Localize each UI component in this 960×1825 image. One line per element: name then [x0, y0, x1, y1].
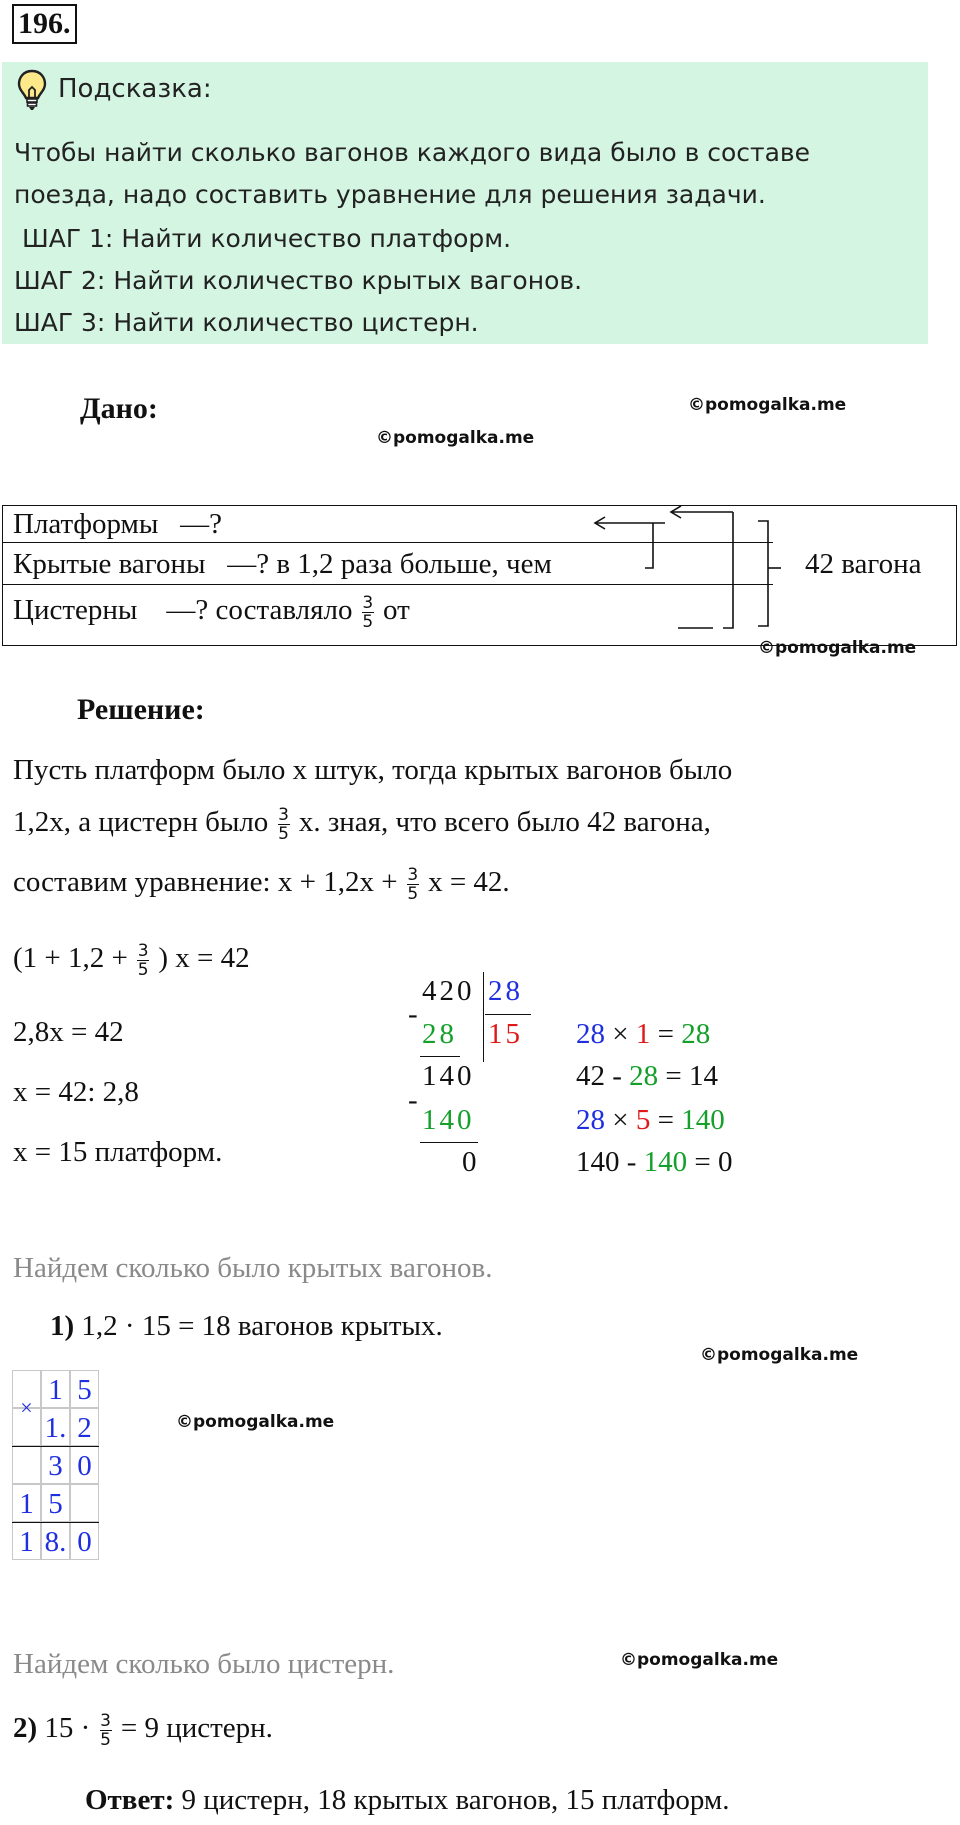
- row-value: —?: [180, 508, 223, 540]
- step-text: Найти количество цистерн.: [113, 308, 479, 337]
- division-divisor: 28: [488, 975, 523, 1007]
- watermark: ©pomogalka.me: [376, 428, 535, 448]
- row-name: Крытые вагоны: [13, 548, 206, 580]
- grid-cell: 5: [70, 1370, 99, 1408]
- row-name: Платформы: [13, 508, 159, 540]
- watermark: ©pomogalka.me: [620, 1650, 779, 1670]
- hint-step-2: [14, 266, 582, 295]
- fraction: $\frac{3}{5}$: [278, 805, 289, 844]
- hint-step-3: [14, 308, 479, 337]
- given-table: [2, 505, 957, 646]
- fraction: $\frac{3}{5}$: [407, 865, 419, 904]
- grid-cell: 1: [41, 1370, 70, 1408]
- grid-cell: 8.: [41, 1522, 70, 1560]
- step-label: ШАГ 3:: [14, 308, 106, 337]
- given-total: 42 вагона: [805, 548, 922, 580]
- grid-cell: [12, 1446, 41, 1484]
- row-value: —? составляло: [166, 594, 353, 627]
- step1-expression: [50, 1310, 443, 1343]
- watermark: ©pomogalka.me: [700, 1345, 859, 1365]
- fraction: $\frac{3}{5}$: [362, 593, 374, 632]
- fraction: $\frac{3}{5}$: [100, 1711, 111, 1750]
- multiply-sign: ×: [20, 1395, 33, 1420]
- given-row-platforms: [13, 508, 222, 541]
- hint-line-2: поезда, надо составить уравнение для решения задачи.: [14, 180, 766, 209]
- grid-cell: 1: [12, 1484, 41, 1522]
- division-dividend: 420: [422, 975, 475, 1007]
- minus-sign: -: [408, 998, 418, 1030]
- grid-cell: 1.: [41, 1408, 70, 1446]
- task-number: 196.: [12, 4, 77, 44]
- solution-title: Решение:: [77, 693, 205, 726]
- grid-cell: 0: [70, 1522, 99, 1560]
- equation-4: x = 15 платформ.: [13, 1136, 223, 1168]
- division-note: 28 × 5 = 140: [576, 1104, 725, 1136]
- division-line: [420, 1056, 460, 1057]
- solution-intro-2: 1,2х, а цистерн было $\frac{3}{5}$ х. зная, что всего было 42 вагона,: [13, 805, 711, 844]
- given-row-tanks: [13, 594, 410, 631]
- watermark: ©pomogalka.me: [176, 1412, 335, 1432]
- equation-1: (1 + 1,2 + $\frac{3}{5}$ ) x = 42: [13, 941, 250, 980]
- division-quotient: 15: [488, 1018, 523, 1050]
- multiplication-grid: [12, 1370, 102, 1580]
- step-text: Найти количество платформ.: [121, 224, 512, 253]
- row-value: —? в 1,2 раза больше, чем: [227, 548, 552, 580]
- given-row-covered: [13, 548, 552, 581]
- division-line: [420, 1142, 478, 1143]
- hint-line-1: Чтобы найти сколько вагонов каждого вида было в составе: [14, 138, 811, 167]
- watermark: ©pomogalka.me: [758, 638, 917, 658]
- grid-rule: [41, 1446, 99, 1447]
- equation-2: 2,8x = 42: [13, 1016, 124, 1048]
- watermark: ©pomogalka.me: [688, 395, 847, 415]
- division-sub-1: 28: [422, 1018, 457, 1050]
- equation-3: x = 42: 2,8: [13, 1076, 139, 1108]
- solution-intro-3: составим уравнение: x + 1,2x + $\frac{3}{5}$ x = 42.: [13, 865, 510, 904]
- given-title: Дано:: [80, 392, 158, 425]
- solution-intro-1: Пусть платформ было х штук, тогда крытых вагонов было: [13, 754, 733, 786]
- grid-rule: [12, 1446, 41, 1447]
- grid-cell: 5: [41, 1484, 70, 1522]
- answer-label: Ответ:: [85, 1784, 175, 1816]
- row-suffix: от: [382, 594, 410, 627]
- step1-heading: Найдем сколько было крытых вагонов.: [13, 1252, 493, 1284]
- step-label: ШАГ 2:: [14, 266, 106, 295]
- division-remainder-1: 140: [422, 1060, 475, 1092]
- step2-expression: 2) 15 · $\frac{3}{5}$ = 9 цистерн.: [13, 1711, 273, 1750]
- step-label: 2): [13, 1712, 38, 1745]
- division-vertical-line: [483, 972, 484, 1062]
- division-note: 28 × 1 = 28: [576, 1018, 711, 1050]
- lightbulb-icon: [16, 68, 48, 112]
- step-expr: 1,2 · 15 = 18 вагонов крытых.: [81, 1310, 443, 1342]
- step-label: ШАГ 1:: [22, 224, 114, 253]
- hint-box: [2, 62, 928, 344]
- division-sub-2: 140: [422, 1104, 475, 1136]
- division-note: 42 - 28 = 14: [576, 1060, 719, 1092]
- answer-text: 9 цистерн, 18 крытых вагонов, 15 платформ.: [174, 1784, 730, 1816]
- grid-rule: [12, 1522, 99, 1523]
- step2-heading: Найдем сколько было цистерн.: [13, 1648, 395, 1680]
- grid-cell: 1: [12, 1522, 41, 1560]
- grid-cell: 0: [70, 1446, 99, 1484]
- division-quotient-line: [485, 1014, 531, 1015]
- step-label: 1): [50, 1310, 75, 1342]
- answer: [85, 1784, 730, 1817]
- minus-sign: -: [408, 1084, 418, 1116]
- division-remainder-2: 0: [462, 1146, 477, 1178]
- grid-cell: 2: [70, 1408, 99, 1446]
- division-note: 140 - 140 = 0: [576, 1146, 733, 1178]
- grid-cell: 3: [41, 1446, 70, 1484]
- hint-title: Подсказка:: [58, 74, 212, 104]
- fraction: $\frac{3}{5}$: [137, 941, 149, 980]
- relation-arrows: [583, 506, 823, 646]
- step-text: Найти количество крытых вагонов.: [113, 266, 583, 295]
- row-name: Цистерны: [13, 594, 138, 627]
- grid-cell: [70, 1484, 99, 1522]
- hint-step-1: [22, 224, 511, 253]
